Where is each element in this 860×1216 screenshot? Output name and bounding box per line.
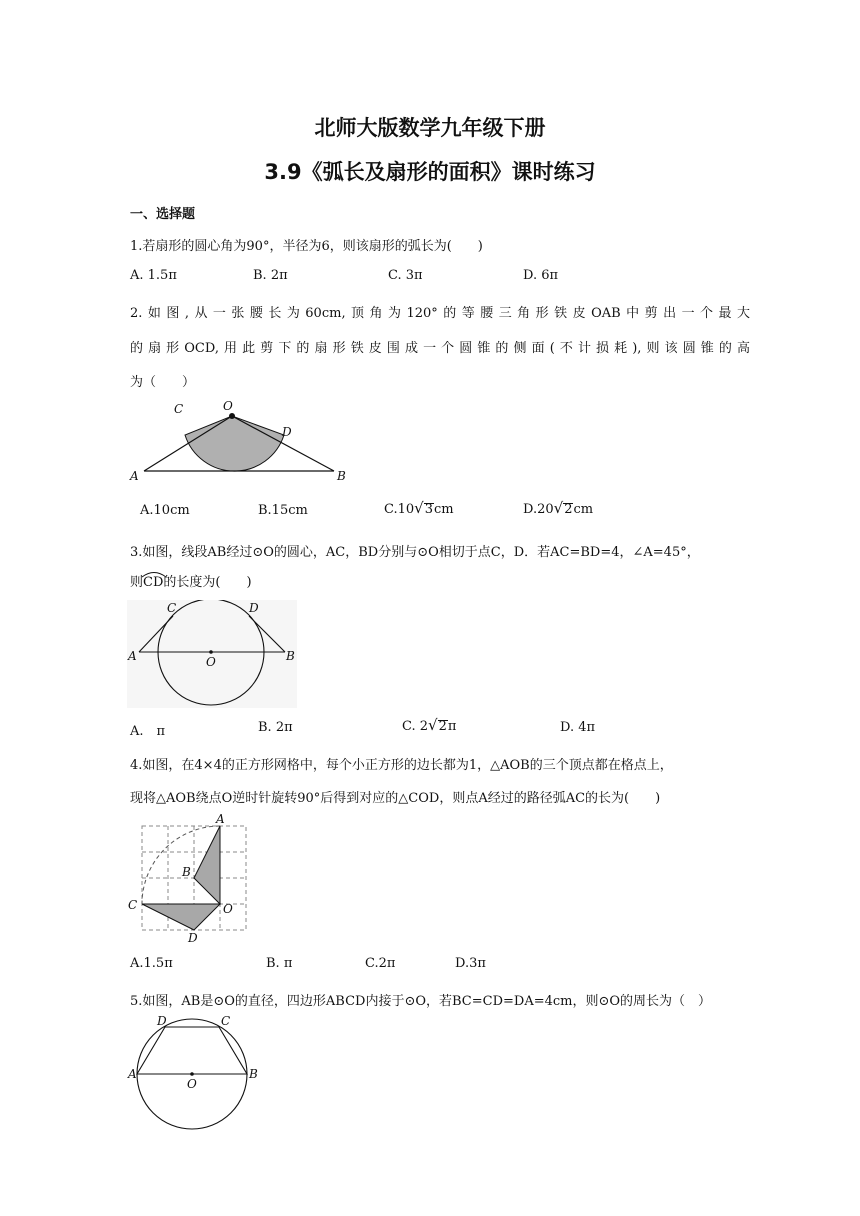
center-o [209,650,213,654]
label-b: B [182,865,191,879]
q5-figure [125,1014,265,1130]
label-c: C [174,402,184,416]
q2-stem-line-1: 2.如图,从一张腰长为60cm,顶角为120°的等腰三角形铁皮OAB中剪出一个最大 [130,306,750,321]
q3-option-a: A. π [130,724,166,739]
q3-stem-prefix: 则 [130,575,144,590]
q4-option-d: D.3π [455,956,486,971]
label-o: O [206,655,216,669]
label-b: B [286,649,295,663]
q4-stem-line-1: 4.如图，在4×4的正方形网格中，每个小正方形的边长都为1，△AOB的三个顶点都在格点上， [130,758,673,773]
q4-option-b: B. π [266,956,293,971]
q2-option-d: D.20√2cm [523,499,594,517]
q1-option-a: A. 1.5π [130,268,177,283]
q2-option-c-radicand: 3 [424,502,434,517]
label-o: O [223,399,233,413]
arc-cd-text: CD [143,575,164,590]
label-d: D [188,931,198,944]
arc-mark-icon [141,570,167,578]
q3-option-c: C. 2√2π [402,716,457,734]
center-o [190,1072,194,1076]
triangle-aob [194,826,220,904]
q2-option-c-suffix: cm [434,502,454,517]
q3-stem-suffix: 的长度为( ) [163,575,252,590]
figure-background [127,600,297,708]
q3-option-b: B. 2π [258,720,293,735]
label-d: D [249,601,259,615]
q1-option-c: C. 3π [388,268,423,283]
q2-option-a: A.10cm [140,503,190,518]
q3-stem-line-1: 3.如图，线段AB经过⊙O的圆心，AC，BD分别与⊙O相切于点C，D．若AC=BD=4，∠A=45°， [130,545,700,560]
triangle-cod [142,904,220,930]
q4-option-c: C.2π [365,956,396,971]
q3-option-c-suffix: π [447,719,457,734]
q4-option-a: A.1.5π [130,956,173,971]
arc-cd-symbol [143,575,163,590]
label-o: O [223,902,233,916]
q1-stem: 1.若扇形的圆心角为90°，半径为6，则该扇形的弧长为( ) [130,239,483,254]
q2-stem-line-2: 的扇形OCD,用此剪下的扇形铁皮围成一个圆锥的侧面(不计损耗),则该圆锥的高 [130,341,750,356]
sector-ocd [185,416,284,471]
q4-stem-line-2: 现将△AOB绕点O逆时针旋转90°后得到对应的△COD，则点A经过的路径弧AC的长为( ) [130,791,661,806]
label-a: A [128,649,137,663]
label-d: D [282,425,292,439]
q2-figure [125,395,355,485]
q4-figure [125,812,250,944]
label-o: O [187,1077,197,1091]
q2-option-c: C.10√3cm [384,499,454,517]
q2-option-c-prefix: C.10 [384,502,415,517]
q3-option-c-radicand: 2 [438,719,447,734]
q3-option-c-prefix: C. 2 [402,719,429,734]
label-b: B [249,1067,258,1081]
label-d: D [157,1014,167,1028]
label-c: C [128,898,138,912]
q2-option-d-radicand: 2 [564,502,573,517]
q2-stem-line-3: 为（ ） [130,375,196,390]
q3-figure [127,600,297,708]
q1-option-d: D. 6π [523,268,559,283]
label-b: B [337,469,346,483]
document-title: 北师大版数学九年级下册 [314,116,546,140]
label-a: A [128,1067,137,1081]
label-a: A [216,812,225,826]
label-c: C [221,1014,231,1028]
q1-option-b: B. 2π [253,268,288,283]
q2-option-b: B.15cm [258,503,308,518]
label-a: A [130,469,139,483]
q2-option-d-prefix: D.20 [523,502,554,517]
q3-option-d: D. 4π [560,720,596,735]
section-heading: 一、选择题 [130,207,196,222]
q2-option-d-suffix: cm [573,502,594,517]
q3-stem-line-2 [130,571,252,590]
label-c: C [167,601,177,615]
point-o [229,413,235,419]
q5-stem: 5.如图，AB是⊙O的直径，四边形ABCD内接于⊙O，若BC=CD=DA=4cm，则⊙O的周长为（ ） [130,994,712,1009]
document-subtitle: 3.9《弧长及扇形的面积》课时练习 [264,160,596,184]
